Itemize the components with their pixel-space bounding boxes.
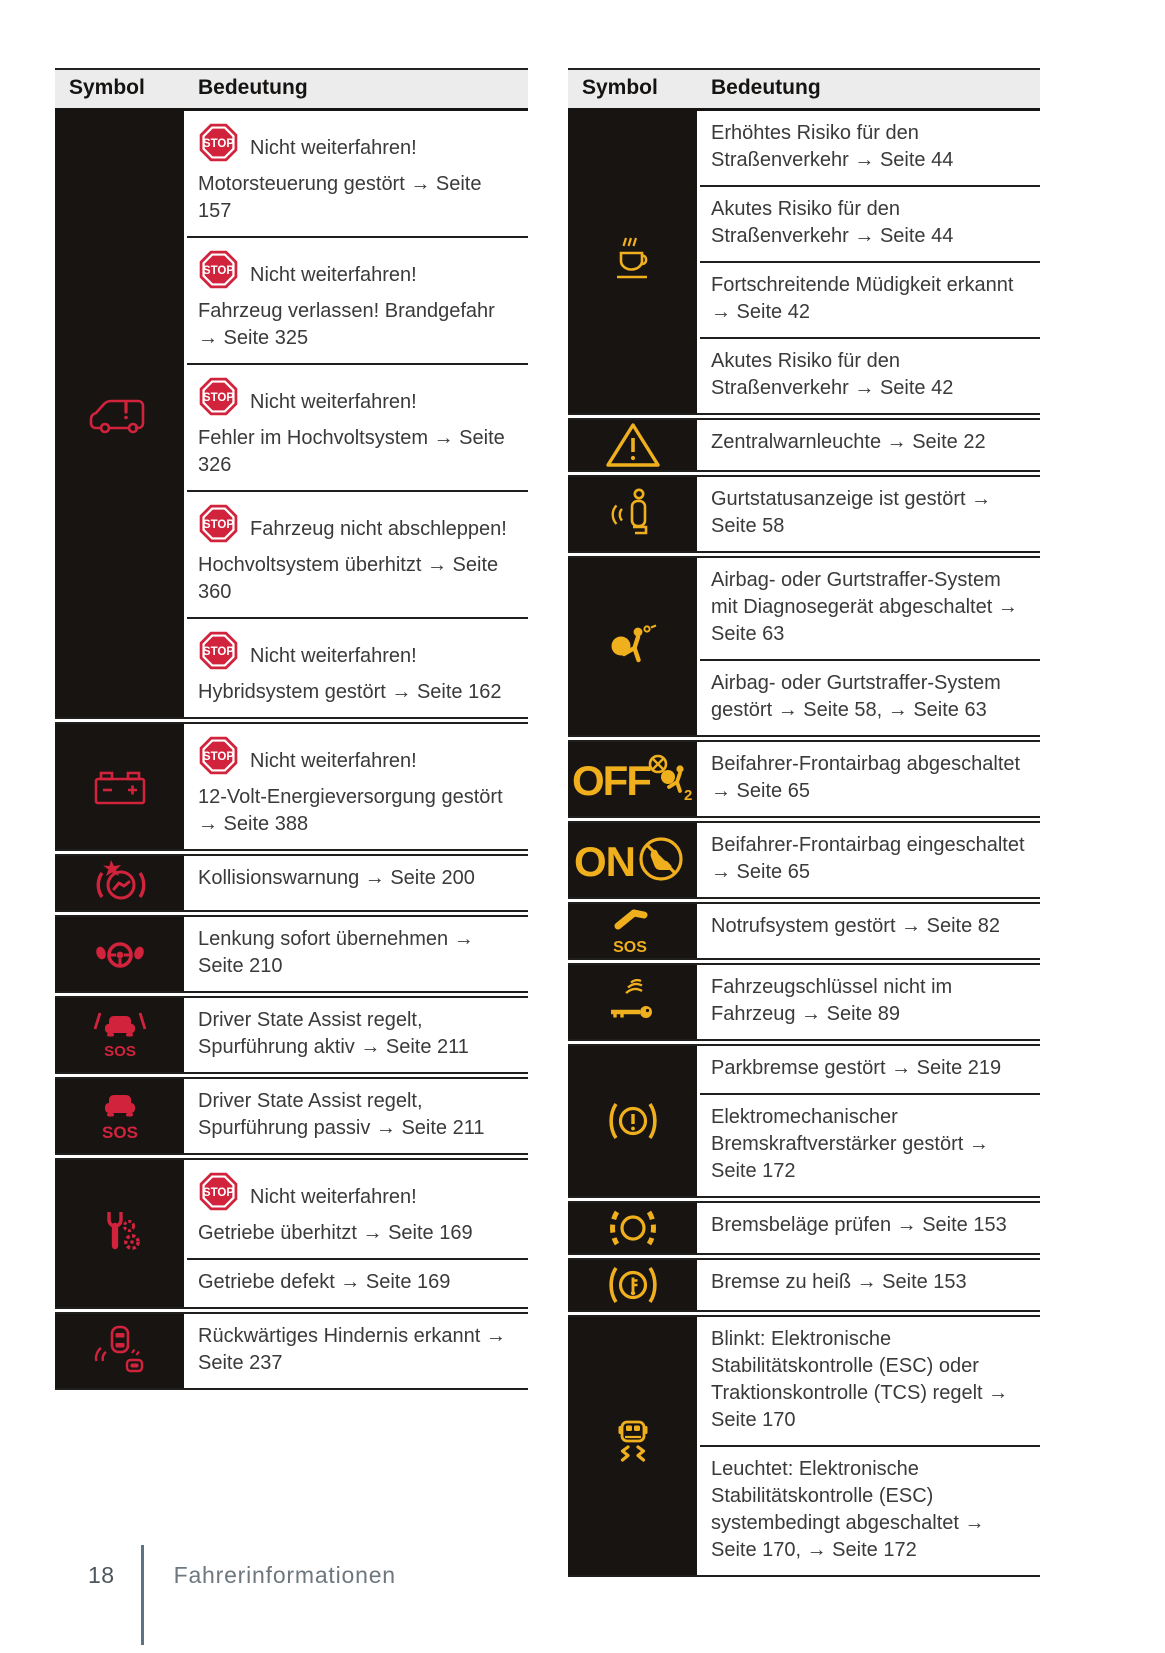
svg-text:STOP: STOP <box>202 265 235 278</box>
meaning-row <box>187 724 528 849</box>
meaning-rows <box>187 1079 528 1153</box>
meaning-text: Airbag- oder Gurtstraffer-System mit Diagnosegerät abgeschaltet → Seite 63 <box>711 569 1018 645</box>
meaning-text: Driver State Assist regelt, Spurführung aktiv → Seite 211 <box>198 1009 469 1058</box>
meaning-rows <box>700 1317 1040 1575</box>
symbol-group <box>55 722 528 851</box>
meaning-text: Elektromechanischer Bremskraftverstärker gestört → Seite 172 <box>711 1106 989 1182</box>
meaning-rows <box>700 420 1040 470</box>
symbol-group <box>55 1158 528 1309</box>
wrench-gear-icon <box>55 1160 187 1307</box>
meaning-text: Zentralwarnleuchte → Seite 22 <box>711 431 986 453</box>
rear-obstacle-icon <box>55 1314 187 1388</box>
airbag-on-childseat-icon <box>568 823 700 897</box>
chapter-title: Fahrerinformationen <box>173 1562 396 1588</box>
meaning-text: Leuchtet: Elektronische Stabilitätskontrolle (ESC) systembedingt abgeschaltet → Seite 170, → Seite 172 <box>711 1458 985 1561</box>
meaning-text: Blinkt: Elektronische Stabilitätskontrolle (ESC) oder Traktionskontrolle (TCS) regelt → Seite 170 <box>711 1328 1009 1431</box>
meaning-rows <box>700 904 1040 958</box>
meaning-row <box>187 1160 528 1258</box>
driver-state-assist-icon <box>55 1079 187 1153</box>
svg-text:2: 2 <box>683 787 692 804</box>
meaning-text: Fehler im Hochvoltsystem → Seite 326 <box>198 427 505 476</box>
symbol-group <box>55 111 528 719</box>
steering-hands-icon <box>55 917 187 991</box>
symbol-group <box>568 963 1040 1041</box>
meaning-row <box>187 236 528 363</box>
meaning-row <box>700 420 1040 470</box>
stop-sign-icon <box>198 503 239 544</box>
meaning-rows <box>187 1314 528 1388</box>
meaning-text: Parkbremse gestört → Seite 219 <box>711 1057 1002 1079</box>
meaning-rows <box>700 1203 1040 1253</box>
meaning-rows <box>187 998 528 1072</box>
meaning-rows <box>187 724 528 849</box>
symbol-group <box>55 996 528 1074</box>
seatbelt-status-icon <box>568 477 700 551</box>
collision-warning-icon <box>55 856 187 910</box>
meaning-rows <box>700 477 1040 551</box>
meaning-text: Notrufsystem gestört → Seite 82 <box>711 915 1001 937</box>
meaning-row <box>700 904 1040 958</box>
meaning-row <box>700 1203 1040 1253</box>
meaning-rows <box>700 742 1040 816</box>
svg-text:OFF: OFF <box>571 757 650 804</box>
meaning-row <box>700 185 1040 261</box>
meaning-row <box>700 823 1040 897</box>
meaning-text: Rückwärtiges Hindernis erkannt → Seite 237 <box>198 1325 506 1374</box>
meaning-text: Fortschreitende Müdigkeit erkannt → Seite 42 <box>711 274 1014 323</box>
symbol-table-left <box>55 68 528 1390</box>
meaning-row <box>700 965 1040 1039</box>
svg-text:STOP: STOP <box>202 519 235 532</box>
meaning-rows <box>700 558 1040 735</box>
stop-instruction <box>198 122 520 163</box>
meaning-rows <box>187 917 528 991</box>
symbol-column-header: Symbol <box>69 76 145 99</box>
meaning-text: Getriebe defekt → Seite 169 <box>198 1271 451 1293</box>
esc-skid-icon <box>568 1317 700 1575</box>
stop-instruction-text: Nicht weiterfahren! <box>250 391 417 413</box>
meaning-text: Beifahrer-Frontairbag abgeschaltet → Seite 65 <box>711 753 1021 802</box>
meaning-row <box>700 477 1040 551</box>
symbol-group <box>568 1044 1040 1198</box>
page-footer <box>88 1545 396 1645</box>
meaning-text: Airbag- oder Gurtstraffer-System gestört → Seite 58, → Seite 63 <box>711 672 1001 721</box>
stop-instruction-text: Nicht weiterfahren! <box>250 1186 417 1208</box>
stop-instruction-text: Nicht weiterfahren! <box>250 645 417 667</box>
table-body <box>568 111 1040 1577</box>
airbag-person-icon <box>568 558 700 735</box>
symbol-group <box>568 418 1040 472</box>
symbol-group <box>55 1312 528 1390</box>
stop-sign-icon <box>198 122 239 163</box>
meaning-text: Driver State Assist regelt, Spurführung passiv → Seite 211 <box>198 1090 485 1139</box>
meaning-row <box>187 856 528 910</box>
meaning-rows <box>700 1046 1040 1196</box>
meaning-rows <box>700 111 1040 413</box>
stop-sign-icon <box>198 249 239 290</box>
meaning-rows <box>187 856 528 910</box>
meaning-text: Akutes Risiko für den Straßenverkehr → Seite 42 <box>711 350 954 399</box>
meaning-text: Gurtstatusanzeige ist gestört → Seite 58 <box>711 488 992 537</box>
meaning-text: Fahrzeugschlüssel nicht im Fahrzeug → Seite 89 <box>711 976 953 1025</box>
meaning-row <box>700 659 1040 735</box>
symbol-group <box>568 1258 1040 1312</box>
meaning-rows <box>700 965 1040 1039</box>
symbol-table-right <box>568 68 1040 1577</box>
meaning-rows <box>187 111 528 717</box>
meaning-text: Bremsbeläge prüfen → Seite 153 <box>711 1214 1007 1236</box>
stop-instruction-text: Nicht weiterfahren! <box>250 137 417 159</box>
meaning-row <box>187 111 528 236</box>
meaning-text: Kollisionswarnung → Seite 200 <box>198 867 475 889</box>
page-number: 18 <box>88 1562 115 1588</box>
stop-instruction <box>198 249 520 290</box>
meaning-row <box>187 1258 528 1307</box>
stop-instruction-text: Nicht weiterfahren! <box>250 264 417 286</box>
symbol-group <box>568 556 1040 737</box>
symbol-group <box>568 902 1040 960</box>
meaning-text: Akutes Risiko für den Straßenverkehr → Seite 44 <box>711 198 954 247</box>
stop-sign-icon <box>198 1171 239 1212</box>
table-header-row <box>568 68 1040 111</box>
stop-sign-icon <box>198 376 239 417</box>
meaning-row <box>187 1079 528 1153</box>
stop-instruction <box>198 503 520 544</box>
symbol-tables <box>55 68 1040 1577</box>
table-body <box>55 111 528 1390</box>
meaning-row <box>700 558 1040 659</box>
stop-instruction <box>198 1171 520 1212</box>
coffee-cup-icon <box>568 111 700 413</box>
meaning-row <box>700 111 1040 185</box>
meaning-text: Getriebe überhitzt → Seite 169 <box>198 1222 473 1244</box>
brake-overheat-icon <box>568 1260 700 1310</box>
stop-instruction-text: Fahrzeug nicht abschleppen! <box>250 518 507 540</box>
airbag-off-icon <box>568 742 700 816</box>
stop-sign-icon <box>198 735 239 776</box>
svg-text:STOP: STOP <box>202 392 235 405</box>
brake-warning-icon <box>568 1046 700 1196</box>
svg-text:SOS: SOS <box>101 1123 138 1142</box>
meaning-row <box>700 261 1040 337</box>
sos-phone-icon <box>568 904 700 958</box>
stop-instruction <box>198 735 520 776</box>
symbol-group <box>568 1315 1040 1577</box>
svg-text:STOP: STOP <box>202 646 235 659</box>
svg-text:SOS: SOS <box>103 1043 136 1060</box>
symbol-group <box>568 1201 1040 1255</box>
svg-text:ON: ON <box>573 838 635 885</box>
svg-text:SOS: SOS <box>612 939 647 956</box>
meaning-row <box>187 998 528 1072</box>
meaning-text: Beifahrer-Frontairbag eingeschaltet → Seite 65 <box>711 834 1025 883</box>
meaning-text: Motorsteuerung gestört → Seite 157 <box>198 173 482 222</box>
meaning-row <box>187 1314 528 1388</box>
svg-text:STOP: STOP <box>202 138 235 151</box>
symbol-group <box>568 111 1040 415</box>
meaning-text: Bremse zu heiß → Seite 153 <box>711 1271 967 1293</box>
meaning-text: 12-Volt-Energieversorgung gestört → Seite 388 <box>198 786 503 835</box>
svg-text:STOP: STOP <box>202 1187 235 1200</box>
car-warning-icon <box>55 111 187 717</box>
meaning-rows <box>187 1160 528 1307</box>
meaning-rows <box>700 1260 1040 1310</box>
symbol-column-header: Symbol <box>582 76 658 99</box>
stop-sign-icon <box>198 630 239 671</box>
meaning-text: Erhöhtes Risiko für den Straßenverkehr → Seite 44 <box>711 122 954 171</box>
meaning-row <box>187 363 528 490</box>
symbol-group <box>55 1077 528 1155</box>
svg-text:STOP: STOP <box>202 751 235 764</box>
meaning-row <box>187 917 528 991</box>
symbol-group <box>568 475 1040 553</box>
meaning-row <box>187 617 528 717</box>
meaning-row <box>700 742 1040 816</box>
meaning-text: Hochvoltsystem überhitzt → Seite 360 <box>198 554 499 603</box>
warning-triangle-icon <box>568 420 700 470</box>
symbol-group <box>55 915 528 993</box>
driver-state-assist-lane-icon <box>55 998 187 1072</box>
stop-instruction <box>198 630 520 671</box>
meaning-column-header: Bedeutung <box>711 76 821 99</box>
meaning-column-header: Bedeutung <box>198 76 308 99</box>
stop-instruction-text: Nicht weiterfahren! <box>250 750 417 772</box>
brake-pads-icon <box>568 1203 700 1253</box>
meaning-row <box>700 337 1040 413</box>
footer-divider <box>141 1545 144 1645</box>
meaning-row <box>700 1046 1040 1093</box>
symbol-group <box>568 821 1040 899</box>
battery-icon <box>55 724 187 849</box>
meaning-row <box>700 1260 1040 1310</box>
meaning-rows <box>700 823 1040 897</box>
meaning-text: Fahrzeug verlassen! Brandgefahr → Seite 325 <box>198 300 495 349</box>
meaning-row <box>700 1317 1040 1445</box>
meaning-row <box>700 1093 1040 1196</box>
meaning-text: Lenkung sofort übernehmen → Seite 210 <box>198 928 474 977</box>
symbol-group <box>55 854 528 912</box>
symbol-group <box>568 740 1040 818</box>
table-header-row <box>55 68 528 111</box>
meaning-row <box>700 1445 1040 1575</box>
meaning-row <box>187 490 528 617</box>
meaning-text: Hybridsystem gestört → Seite 162 <box>198 681 502 703</box>
key-remote-icon <box>568 965 700 1039</box>
stop-instruction <box>198 376 520 417</box>
